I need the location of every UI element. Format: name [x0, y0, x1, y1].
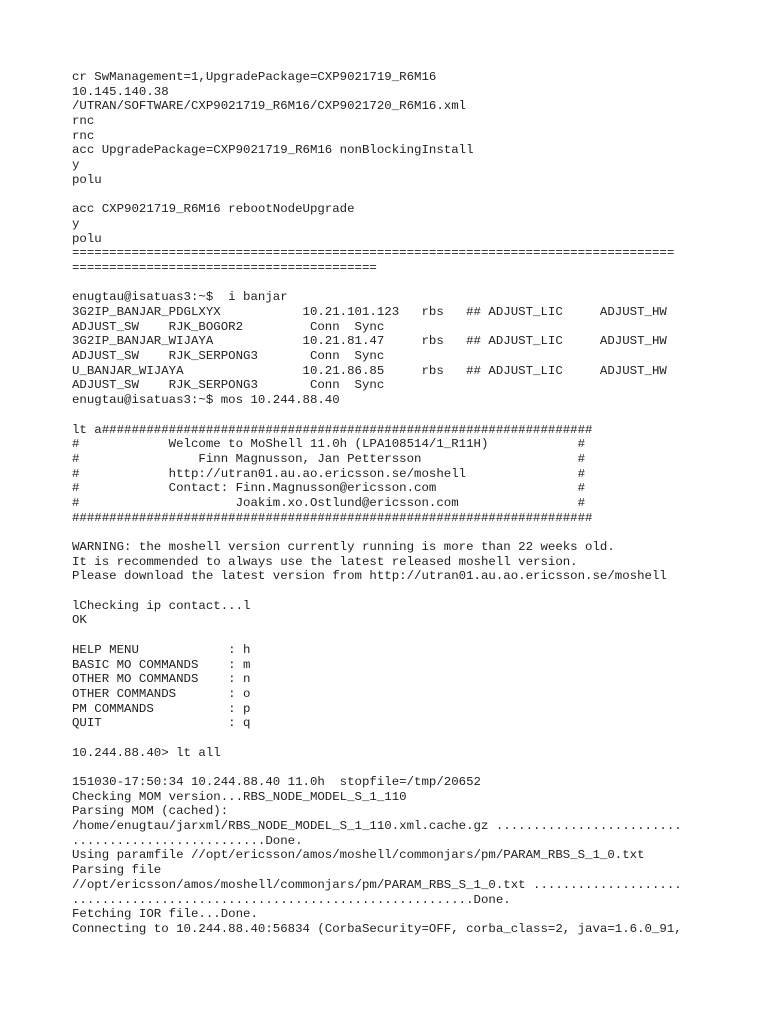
terminal-line: 10.145.140.38: [72, 84, 169, 99]
terminal-line: ......................................................Done.: [72, 892, 511, 907]
terminal-line: ADJUST_SW RJK_BOGOR2 Conn Sync: [72, 319, 385, 334]
terminal-line: Fetching IOR file...Done.: [72, 907, 258, 922]
terminal-line: BASIC MO COMMANDS : m: [72, 657, 251, 672]
terminal-line: /home/enugtau/jarxml/RBS_NODE_MODEL_S_1_110.xml.cache.gz .........................: [72, 819, 682, 834]
terminal-line: [72, 760, 762, 775]
terminal-line: ADJUST_SW RJK_SERPONG3 Conn Sync: [72, 349, 385, 364]
terminal-line: U_BANJAR_WIJAYA 10.21.86.85 rbs ## ADJUST_LIC ADJUST_HW: [72, 363, 667, 378]
terminal-line: [72, 408, 762, 423]
terminal-line: cr SwManagement=1,UpgradePackage=CXP9021719_R6M16: [72, 70, 437, 84]
terminal-line: PM COMMANDS : p: [72, 701, 251, 716]
terminal-line: [72, 188, 762, 203]
terminal-line: Please download the latest version from http://utran01.au.ao.ericsson.se/moshell: [72, 569, 667, 584]
terminal-line: 151030-17:50:34 10.244.88.40 11.0h stopfile=/tmp/20652: [72, 775, 481, 789]
terminal-line: polu: [72, 231, 102, 246]
terminal-line: It is recommended to always use the latest released moshell version.: [72, 554, 578, 569]
terminal-line: OK: [72, 613, 87, 628]
terminal-line: OTHER COMMANDS : o: [72, 686, 251, 701]
terminal-line: polu: [72, 172, 102, 187]
terminal-line: acc UpgradePackage=CXP9021719_R6M16 nonBlockingInstall: [72, 143, 474, 158]
terminal-line: Connecting to 10.244.88.40:56834 (CorbaSecurity=OFF, corba_class=2, java=1.6.0_91,: [72, 921, 682, 936]
terminal-line: # Welcome to MoShell 11.0h (LPA108514/1_R11H) #: [72, 437, 586, 452]
terminal-line: WARNING: the moshell version currently running is more than 22 weeks old.: [72, 540, 615, 554]
terminal-line: lt a##################################################################: [72, 422, 593, 437]
terminal-line: 10.244.88.40> lt all: [72, 745, 221, 760]
terminal-line: # Joakim.xo.Ostlund@ericsson.com #: [72, 495, 586, 510]
terminal-line: ADJUST_SW RJK_SERPONG3 Conn Sync: [72, 378, 385, 393]
terminal-line: Parsing MOM (cached):: [72, 804, 229, 819]
terminal-line: [72, 276, 762, 291]
terminal-line: [72, 525, 762, 540]
terminal-line: rnc: [72, 114, 95, 129]
terminal-line: [72, 584, 762, 599]
terminal-line: Using paramfile //opt/ericsson/amos/moshell/commonjars/pm/PARAM_RBS_S_1_0.txt: [72, 848, 645, 863]
terminal-line: [72, 731, 762, 746]
terminal-line: QUIT : q: [72, 716, 251, 731]
document-body: [72, 70, 762, 937]
terminal-line: =================================================================================: [72, 246, 675, 261]
terminal-line: rnc: [72, 128, 95, 143]
terminal-line: acc CXP9021719_R6M16 rebootNodeUpgrade: [72, 202, 355, 217]
terminal-line: OTHER MO COMMANDS : n: [72, 672, 251, 687]
terminal-line: y: [72, 216, 80, 231]
terminal-line: ######################################################################: [72, 510, 593, 525]
terminal-line: ..........................Done.: [72, 833, 303, 848]
terminal-line: [72, 628, 762, 643]
terminal-line: HELP MENU : h: [72, 642, 251, 657]
terminal-line: y: [72, 158, 80, 173]
terminal-line: //opt/ericsson/amos/moshell/commonjars/pm/PARAM_RBS_S_1_0.txt ....................: [72, 877, 682, 892]
terminal-line: =========================================: [72, 260, 377, 275]
terminal-line: /UTRAN/SOFTWARE/CXP9021719_R6M16/CXP9021720_R6M16.xml: [72, 99, 467, 114]
terminal-line: # Finn Magnusson, Jan Pettersson #: [72, 451, 586, 466]
terminal-line: # http://utran01.au.ao.ericsson.se/moshell #: [72, 466, 586, 481]
terminal-line: Parsing file: [72, 863, 162, 878]
terminal-line: enugtau@isatuas3:~$ mos 10.244.88.40: [72, 393, 340, 408]
terminal-line: 3G2IP_BANJAR_WIJAYA 10.21.81.47 rbs ## ADJUST_LIC ADJUST_HW: [72, 334, 667, 349]
terminal-line: enugtau@isatuas3:~$ i banjar: [72, 290, 288, 305]
terminal-line: lChecking ip contact...l: [72, 598, 251, 613]
terminal-line: Checking MOM version...RBS_NODE_MODEL_S_1_110: [72, 789, 407, 804]
terminal-line: 3G2IP_BANJAR_PDGLXYX 10.21.101.123 rbs ## ADJUST_LIC ADJUST_HW: [72, 305, 667, 319]
terminal-line: # Contact: Finn.Magnusson@ericsson.com #: [72, 481, 586, 496]
